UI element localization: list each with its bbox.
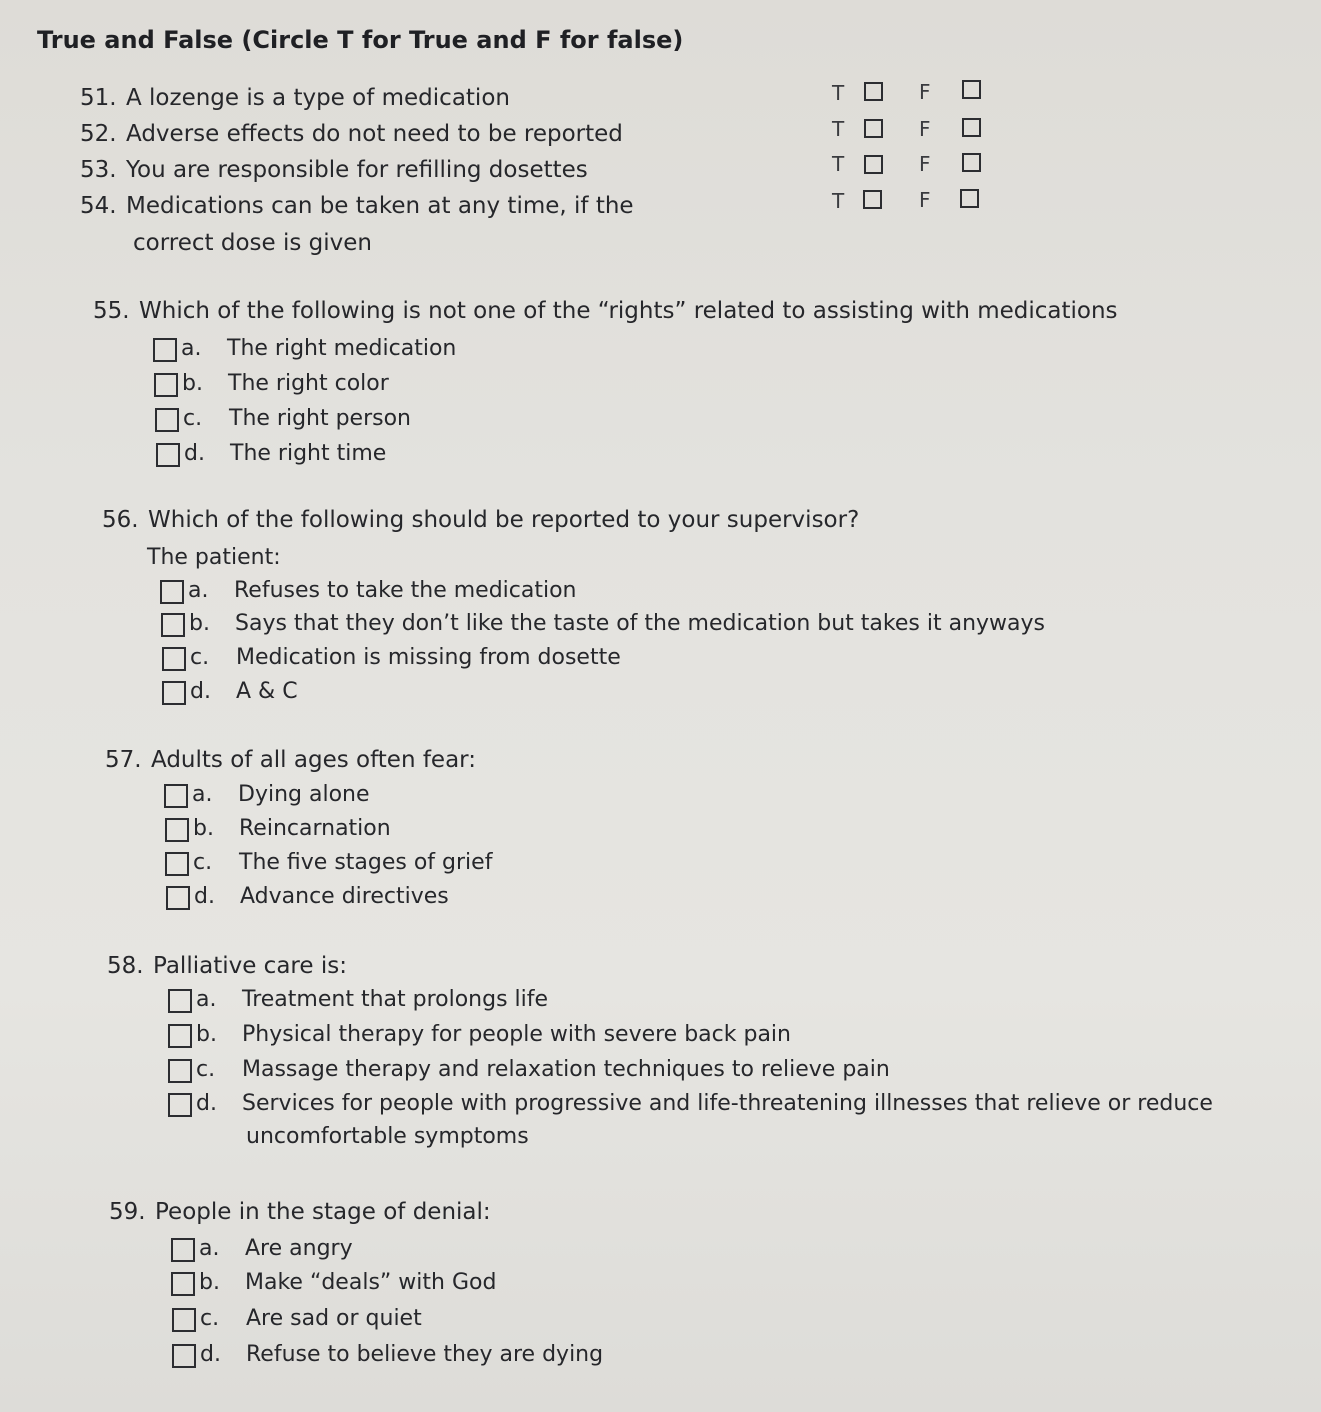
option-text: The five stages of grief (239, 850, 493, 875)
true-checkbox-51[interactable] (864, 82, 883, 101)
false-checkbox-52[interactable] (962, 118, 981, 137)
option-text: Advance directives (240, 884, 449, 909)
answer-checkbox[interactable] (168, 1024, 192, 1048)
answer-checkbox[interactable] (172, 1308, 196, 1332)
true-label: T (832, 81, 845, 105)
option-text: Medication is missing from dosette (236, 645, 621, 670)
option-text: Reincarnation (239, 816, 391, 841)
answer-checkbox[interactable] (160, 580, 184, 604)
question-57 (105, 747, 476, 773)
question-number: 53. (80, 157, 117, 183)
option-text: Dying alone (238, 782, 370, 807)
tf-question-54-continuation: correct dose is given (133, 230, 372, 256)
true-label: T (832, 117, 845, 141)
answer-checkbox[interactable] (155, 408, 179, 432)
false-label: F (919, 152, 931, 176)
tf-question-51 (80, 85, 510, 111)
question-58 (107, 953, 347, 979)
question-number: 51. (80, 85, 117, 111)
option-letter: d. (190, 679, 211, 704)
answer-checkbox[interactable] (166, 886, 190, 910)
option-text: The right medication (227, 336, 457, 361)
question-text: Adults of all ages often fear: (151, 747, 476, 773)
option-text: Says that they don’t like the taste of the medication but takes it anyways (235, 611, 1045, 636)
option-text: Services for people with progressive and life-threatening illnesses that relieve or reduce (242, 1091, 1213, 1116)
option-text: A & C (236, 679, 298, 704)
option-text: The right time (230, 441, 387, 466)
option-letter: a. (196, 987, 217, 1012)
option-text: The right color (228, 371, 389, 396)
option-letter: b. (199, 1270, 220, 1295)
question-number: 56. (102, 507, 139, 533)
option-letter: c. (200, 1306, 220, 1331)
option-letter: c. (183, 406, 203, 431)
answer-checkbox[interactable] (165, 818, 189, 842)
option-letter: a. (188, 578, 209, 603)
option-letter: c. (196, 1057, 216, 1082)
false-label: F (919, 188, 931, 212)
option-letter: a. (181, 336, 202, 361)
answer-checkbox[interactable] (165, 852, 189, 876)
option-58d-continuation: uncomfortable symptoms (246, 1124, 529, 1149)
option-text: Massage therapy and relaxation techniques to relieve pain (242, 1057, 890, 1082)
answer-checkbox[interactable] (154, 373, 178, 397)
option-text: Treatment that prolongs life (242, 987, 549, 1012)
true-checkbox-53[interactable] (864, 155, 883, 174)
question-text: People in the stage of denial: (155, 1199, 491, 1225)
option-letter: d. (200, 1342, 221, 1367)
question-56 (102, 507, 859, 533)
option-letter: d. (194, 884, 215, 909)
option-text: Refuses to take the medication (234, 578, 577, 603)
true-label: T (832, 189, 845, 213)
false-label: F (919, 80, 931, 104)
answer-checkbox[interactable] (168, 1059, 192, 1083)
question-59 (109, 1199, 491, 1225)
answer-checkbox[interactable] (153, 338, 177, 362)
question-56-subtext: The patient: (147, 545, 281, 570)
option-letter: c. (190, 645, 210, 670)
option-letter: b. (182, 371, 203, 396)
question-text: Palliative care is: (153, 953, 347, 979)
option-letter: d. (184, 441, 205, 466)
option-letter: a. (192, 782, 213, 807)
answer-checkbox[interactable] (156, 443, 180, 467)
option-letter: a. (199, 1236, 220, 1261)
option-letter: c. (193, 850, 213, 875)
false-checkbox-53[interactable] (962, 153, 981, 172)
tf-question-52 (80, 121, 623, 147)
option-letter: b. (193, 816, 214, 841)
tf-question-53 (80, 157, 588, 183)
question-text: Adverse effects do not need to be reported (126, 121, 623, 147)
answer-checkbox[interactable] (162, 647, 186, 671)
answer-checkbox[interactable] (162, 681, 186, 705)
option-letter: b. (189, 611, 210, 636)
option-text: The right person (229, 406, 412, 431)
true-label: T (832, 152, 845, 176)
question-text: Medications can be taken at any time, if the (126, 193, 634, 219)
question-text: Which of the following is not one of the “rights” related to assisting with medications (139, 298, 1118, 324)
question-number: 52. (80, 121, 117, 147)
answer-checkbox[interactable] (172, 1344, 196, 1368)
option-text: Refuse to believe they are dying (246, 1342, 604, 1367)
true-checkbox-52[interactable] (864, 119, 883, 138)
option-text: Physical therapy for people with severe back pain (242, 1022, 791, 1047)
question-number: 57. (105, 747, 142, 773)
option-letter: b. (196, 1022, 217, 1047)
question-text: You are responsible for refilling dosettes (126, 157, 588, 183)
answer-checkbox[interactable] (161, 613, 185, 637)
question-text: Which of the following should be reported to your supervisor? (148, 507, 860, 533)
question-number: 58. (107, 953, 144, 979)
false-label: F (919, 117, 931, 141)
answer-checkbox[interactable] (168, 989, 192, 1013)
answer-checkbox[interactable] (164, 784, 188, 808)
option-text: Are sad or quiet (246, 1306, 422, 1331)
question-text: A lozenge is a type of medication (126, 85, 510, 111)
true-checkbox-54[interactable] (863, 190, 882, 209)
question-number: 55. (93, 298, 130, 324)
option-text: Are angry (245, 1236, 353, 1261)
question-number: 54. (80, 193, 117, 219)
tf-question-54 (80, 193, 634, 219)
answer-checkbox[interactable] (168, 1093, 192, 1117)
question-number: 59. (109, 1199, 146, 1225)
option-letter: d. (196, 1091, 217, 1116)
option-text: Make “deals” with God (245, 1270, 497, 1295)
answer-checkbox[interactable] (171, 1238, 195, 1262)
answer-checkbox[interactable] (171, 1272, 195, 1296)
false-checkbox-54[interactable] (960, 189, 979, 208)
section-heading: True and False (Circle T for True and F for false) (37, 26, 684, 54)
false-checkbox-51[interactable] (962, 80, 981, 99)
question-55 (93, 298, 1118, 324)
